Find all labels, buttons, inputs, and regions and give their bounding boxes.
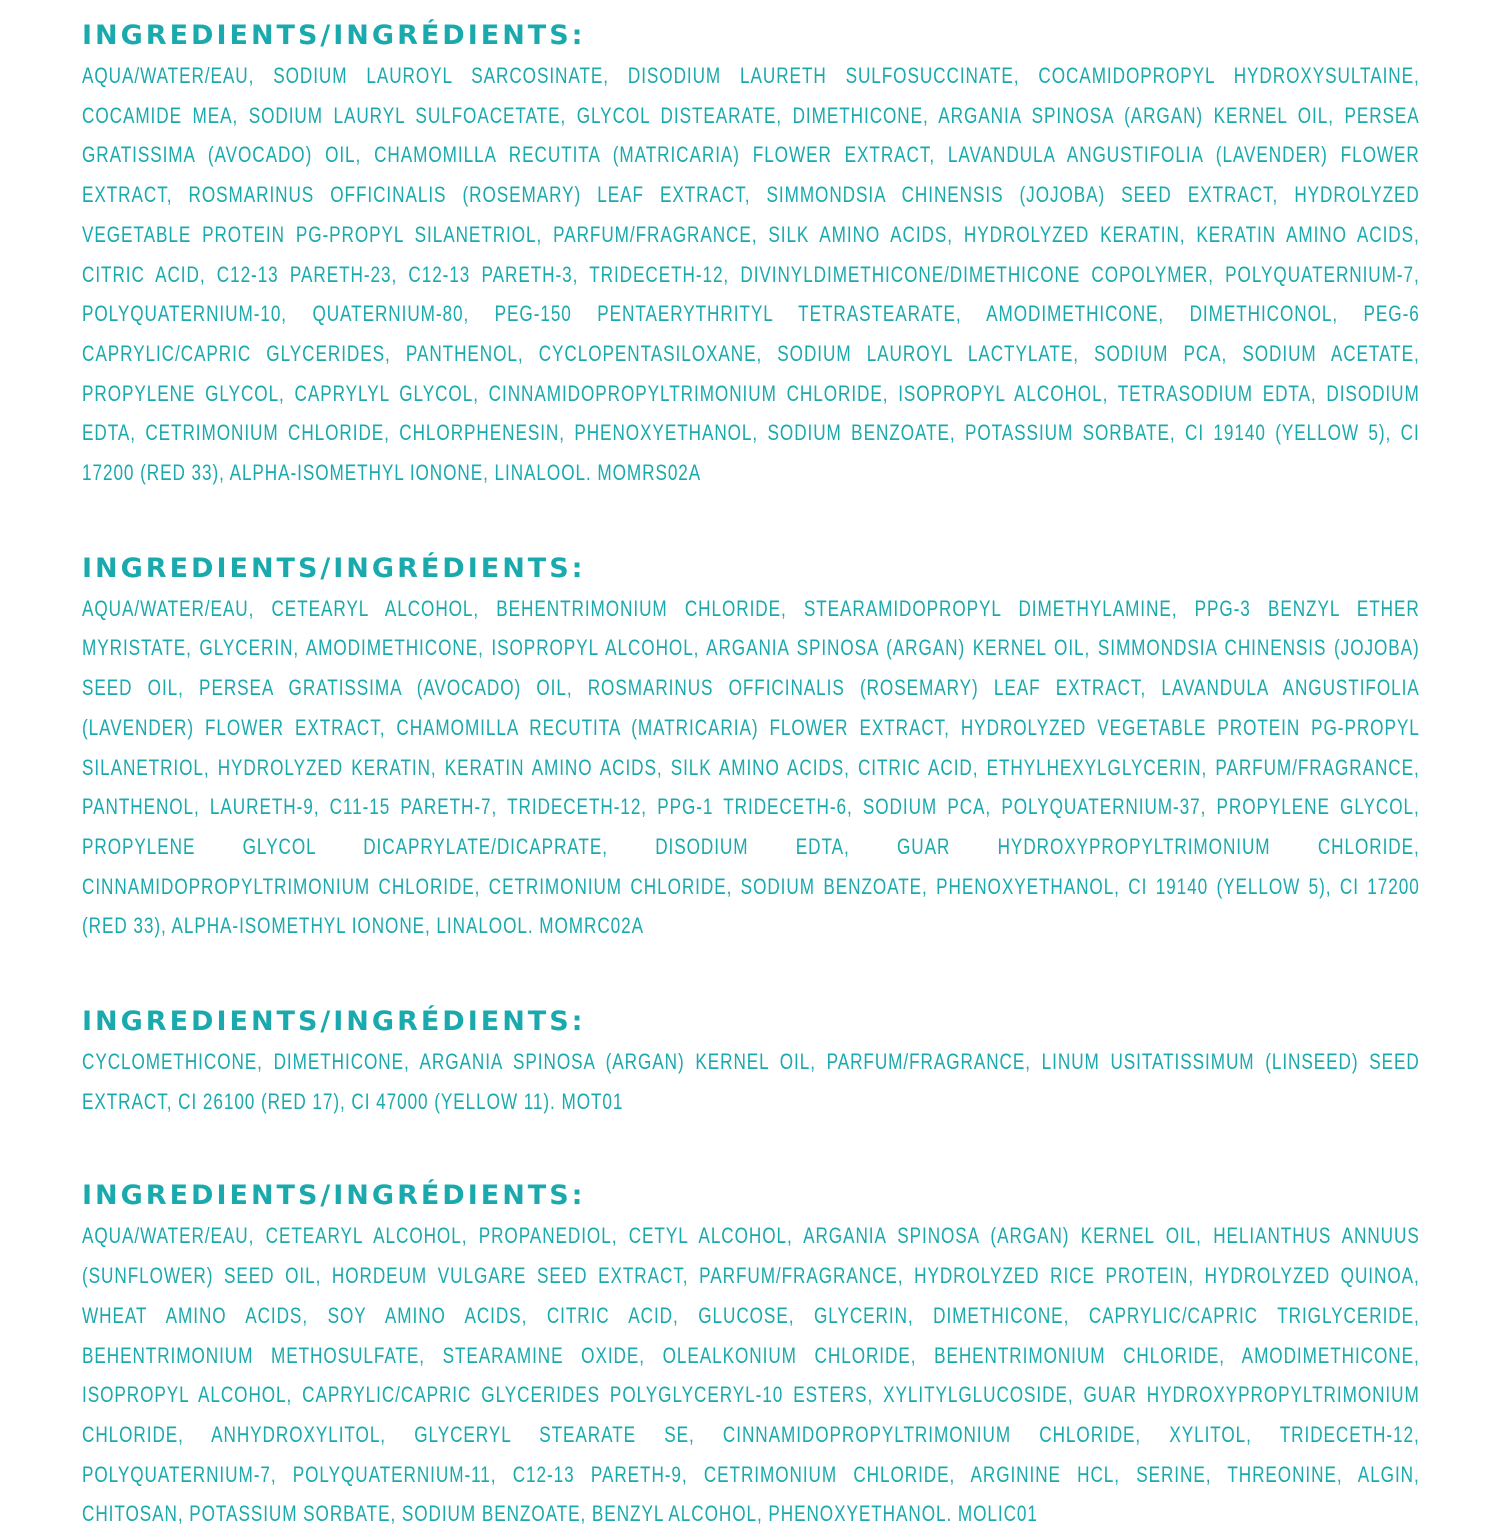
section-spacer xyxy=(82,1121,1420,1176)
ingredients-document xyxy=(82,16,1420,1534)
section-heading: INGREDIENTS/INGRÉDIENTS: xyxy=(82,20,586,51)
ingredients-section-leave-in xyxy=(82,1176,1420,1534)
ingredient-list: AQUA/WATER/EAU, CETEARYL ALCOHOL, BEHENTRIMONIUM CHLORIDE, STEARAMIDOPROPYL DIMETHYLAMINE, PPG-3 BENZYL ETHER MYRISTATE, GLYCERIN, AMODIMETHICONE, ISOPROPYL ALCOHOL, ARGANIA SPINOSA (ARGAN) KERNEL OIL, SIMMONDSIA CHINENSIS (JOJOBA) SEED OIL, PERSEA GRATISSIMA (AVOCADO) OIL, ROSMARINUS OFFICINALIS (ROSEMARY) LEAF EXTRACT, LAVANDULA ANGUSTIFOLIA (LAVENDER) FLOWER EXTRACT, CHAMOMILLA RECUTITA (MATRICARIA) FLOWER EXTRACT, HYDROLYZED VEGETABLE PROTEIN PG-PROPYL SILANETRIOL, HYDROLYZED KERATIN, KERATIN AMINO ACIDS, SILK AMINO ACIDS, CITRIC ACID, ETHYLHEXYLGLYCERIN, PARFUM/FRAGRANCE, PANTHENOL, LAURETH-9, C11-15 PARETH-7, TRIDECETH-12, PPG-1 TRIDECETH-6, SODIUM PCA, POLYQUATERNIUM-37, PROPYLENE GLYCOL, PROPYLENE GLYCOL DICAPRYLATE/DICAPRATE, DISODIUM EDTA, GUAR HYDROXYPROPYLTRIMONIUM CHLORIDE, CINNAMIDOPROPYLTRIMONIUM CHLORIDE, CETRIMONIUM CHLORIDE, SODIUM BENZOATE, PHENOXYETHANOL, CI 19140 (YELLOW 5), CI 17200 (RED 33), ALPHA-ISOMETHYL IONONE, LINALOOL. MOMRC02A xyxy=(82,595,1420,939)
section-heading: INGREDIENTS/INGRÉDIENTS: xyxy=(82,1006,586,1038)
ingredients-section-conditioner xyxy=(82,549,1420,946)
ingredients-section-shampoo xyxy=(82,16,1420,493)
ingredient-list: CYCLOMETHICONE, DIMETHICONE, ARGANIA SPINOSA (ARGAN) KERNEL OIL, PARFUM/FRAGRANCE, LINUM USITATISSIMUM (LINSEED) SEED EXTRACT, CI 26100 (RED 17), CI 47000 (YELLOW 11). MOT01 xyxy=(82,1049,1420,1114)
section-spacer xyxy=(82,493,1420,549)
ingredients-section-oil-treatment xyxy=(82,1002,1420,1121)
ingredient-list: AQUA/WATER/EAU, CETEARYL ALCOHOL, PROPANEDIOL, CETYL ALCOHOL, ARGANIA SPINOSA (ARGAN) KERNEL OIL, HELIANTHUS ANNUUS (SUNFLOWER) SEED OIL, HORDEUM VULGARE SEED EXTRACT, PARFUM/FRAGRANCE, HYDROLYZED RICE PROTEIN, HYDROLYZED QUINOA, WHEAT AMINO ACIDS, SOY AMINO ACIDS, CITRIC ACID, GLUCOSE, GLYCERIN, DIMETHICONE, CAPRYLIC/CAPRIC TRIGLYCERIDE, BEHENTRIMONIUM METHOSULFATE, STEARAMINE OXIDE, OLEALKONIUM CHLORIDE, BEHENTRIMONIUM CHLORIDE, AMODIMETHICONE, ISOPROPYL ALCOHOL, CAPRYLIC/CAPRIC GLYCERIDES POLYGLYCERYL-10 ESTERS, XYLITYLGLUCOSIDE, GUAR HYDROXYPROPYLTRIMONIUM CHLORIDE, ANHYDROXYLITOL, GLYCERYL STEARATE SE, CINNAMIDOPROPYLTRIMONIUM CHLORIDE, XYLITOL, TRIDECETH-12, POLYQUATERNIUM-7, POLYQUATERNIUM-11, C12-13 PARETH-9, CETRIMONIUM CHLORIDE, ARGININE HCL, SERINE, THREONINE, ALGIN, CHITOSAN, POTASSIUM SORBATE, SODIUM BENZOATE, BENZYL ALCOHOL, PHENOXYETHANOL. MOLIC01 xyxy=(82,1223,1420,1527)
section-spacer xyxy=(82,946,1420,1002)
section-heading: INGREDIENTS/INGRÉDIENTS: xyxy=(82,1180,586,1212)
section-heading: INGREDIENTS/INGRÉDIENTS: xyxy=(82,552,586,584)
ingredient-list: AQUA/WATER/EAU, SODIUM LAUROYL SARCOSINATE, DISODIUM LAURETH SULFOSUCCINATE, COCAMIDOPROPYL HYDROXYSULTAINE, COCAMIDE MEA, SODIUM LAURYL SULFOACETATE, GLYCOL DISTEARATE, DIMETHICONE, ARGANIA SPINOSA (ARGAN) KERNEL OIL, PERSEA GRATISSIMA (AVOCADO) OIL, CHAMOMILLA RECUTITA (MATRICARIA) FLOWER EXTRACT, LAVANDULA ANGUSTIFOLIA (LAVENDER) FLOWER EXTRACT, ROSMARINUS OFFICINALIS (ROSEMARY) LEAF EXTRACT, SIMMONDSIA CHINENSIS (JOJOBA) SEED EXTRACT, HYDROLYZED VEGETABLE PROTEIN PG-PROPYL SILANETRIOL, PARFUM/FRAGRANCE, SILK AMINO ACIDS, HYDROLYZED KERATIN, KERATIN AMINO ACIDS, CITRIC ACID, C12-13 PARETH-23, C12-13 PARETH-3, TRIDECETH-12, DIVINYLDIMETHICONE/DIMETHICONE COPOLYMER, POLYQUATERNIUM-7, POLYQUATERNIUM-10, QUATERNIUM-80, PEG-150 PENTAERYTHRITYL TETRASTEARATE, AMODIMETHICONE, DIMETHICONOL, PEG-6 CAPRYLIC/CAPRIC GLYCERIDES, PANTHENOL, CYCLOPENTASILOXANE, SODIUM LAUROYL LACTYLATE, SODIUM PCA, SODIUM ACETATE, PROPYLENE GLYCOL, CAPRYLYL GLYCOL, CINNAMIDOPROPYLTRIMONIUM CHLORIDE, ISOPROPYL ALCOHOL, TETRASODIUM EDTA, DISODIUM EDTA, CETRIMONIUM CHLORIDE, CHLORPHENESIN, PHENOXYETHANOL, SODIUM BENZOATE, POTASSIUM SORBATE, CI 19140 (YELLOW 5), CI 17200 (RED 33), ALPHA-ISOMETHYL IONONE, LINALOOL. MOMRS02A xyxy=(82,63,1420,486)
